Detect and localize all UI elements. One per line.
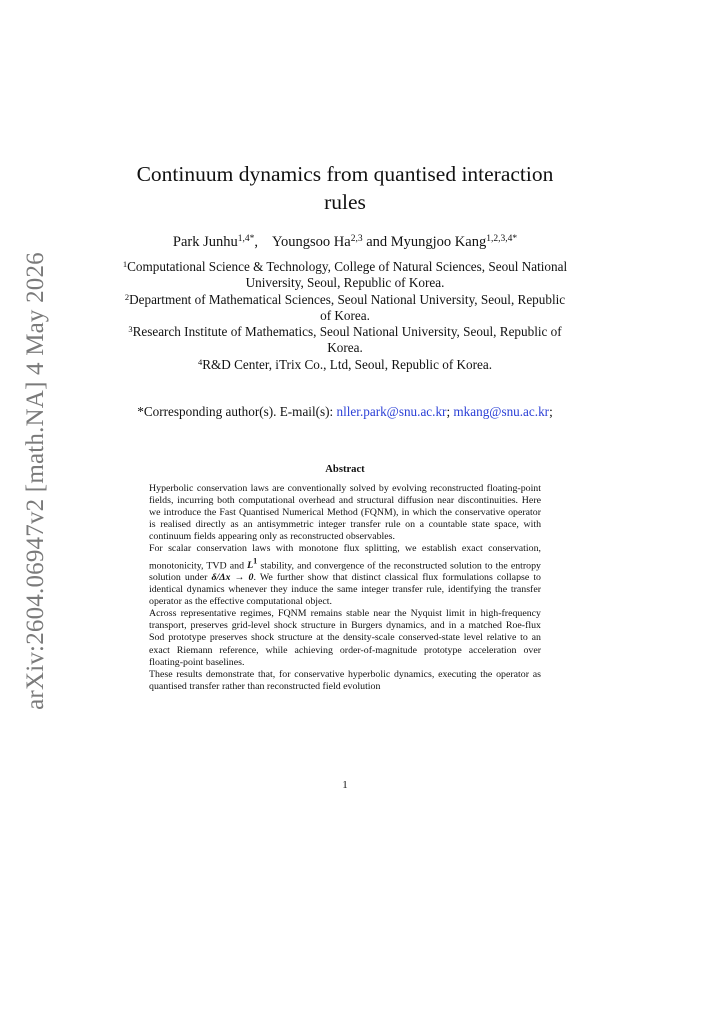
affiliation-text: Computational Science & Technology, College of Natural Sciences, Seoul National University, Seoul, Republic of Korea. xyxy=(127,259,568,291)
affiliation xyxy=(120,259,570,292)
author-name: Youngsoo Ha xyxy=(272,234,351,250)
abstract-paragraph: For scalar conservation laws with monotone flux splitting, we establish exact conservation, monotonicity, TVD and $L^1$ stability, and convergence of the reconstructed solution to the entropy solution under δ/Δx → 0. We further show that distinct classical flux formulations collapse to identical dynamics whenever they induce the same integer transfer rule, identifying the transfer operator as the effective computational object. xyxy=(149,543,541,608)
author-affiliation-marker: 2,3 xyxy=(350,234,363,244)
author-affiliation-marker: 1,4* xyxy=(237,234,255,244)
affiliation-list xyxy=(120,259,570,373)
paper-title: Continuum dynamics from quantised interaction rules xyxy=(136,162,554,214)
affiliation xyxy=(120,292,570,325)
affiliation-marker: 4 xyxy=(197,356,203,367)
affiliation-marker: 3 xyxy=(128,324,133,335)
email-link[interactable]: nller.park@snu.ac.kr xyxy=(336,404,447,419)
affiliation xyxy=(120,357,570,373)
page-number: 1 xyxy=(342,779,348,791)
author-list: Park Junhu$^{1,4*}$, Youngsoo Ha$^{2,3}$ and Myungjoo Kang$^{1,2,3,4*}$ xyxy=(172,234,518,250)
corresponding-author-note: *Corresponding author(s). E-mail(s): nller.park@snu.ac.kr; mkang@snu.ac.kr; xyxy=(137,404,553,419)
abstract-body xyxy=(149,483,541,693)
affiliation-text: R&D Center, iTrix Co., Ltd, Seoul, Republic of Korea. xyxy=(202,356,493,372)
arxiv-identifier xyxy=(16,252,56,710)
affiliation-marker: 2 xyxy=(124,291,130,302)
math-norm-exponent: 1 xyxy=(253,556,258,566)
email-link[interactable]: mkang@snu.ac.kr xyxy=(453,404,550,419)
affiliation-text: Department of Mathematical Sciences, Seoul National University, Seoul, Republic of Korea. xyxy=(129,291,566,323)
author-conjunction: and xyxy=(366,234,388,250)
abstract-paragraph: These results demonstrate that, for conservative hyperbolic dynamics, executing the operator as quantised transfer rather than reconstructed field evolution xyxy=(149,668,541,692)
corresponding-prefix: *Corresponding author(s). E-mail(s): xyxy=(137,404,334,419)
author-name: Myungjoo Kang xyxy=(390,234,487,250)
author-name: Park Junhu xyxy=(172,234,238,250)
arxiv-identifier-text: arXiv:2604.06947v2 [math.NA] 4 May 2026 xyxy=(22,252,49,710)
abstract-heading: Abstract xyxy=(325,464,365,475)
math-limit-expression: δ/Δx → 0 xyxy=(211,571,254,583)
author-affiliation-marker: 1,2,3,4* xyxy=(486,234,518,244)
abstract-paragraph: Across representative regimes, FQNM remains stable near the Nyquist limit in high-frequency transport, preserves grid-level shock structure in Burgers dynamics, and in a matched Roe-flux Sod prototype preserves shock structure at the density-scale conserved-state level relative to an exact Riemann reference, while achieving order-of-magnitude prototype acceleration over floating-point baselines. xyxy=(149,608,541,668)
affiliation xyxy=(120,324,570,357)
abstract-paragraph: Hyperbolic conservation laws are conventionally solved by evolving reconstructed floating-point fields, incurring both computational overhead and structural diffusion near discontinuities. Here we introduce the Fast Quantised Numerical Method (FQNM), in which the conservative operator is realised directly as an antisymmetric integer transfer rule on a countable state space, with continuum fields appearing only as reconstructed observables. xyxy=(149,483,541,543)
math-norm-symbol: L xyxy=(247,559,254,571)
affiliation-text: Research Institute of Mathematics, Seoul National University, Seoul, Republic of Korea. xyxy=(132,324,562,356)
affiliation-marker: 1 xyxy=(122,259,128,269)
